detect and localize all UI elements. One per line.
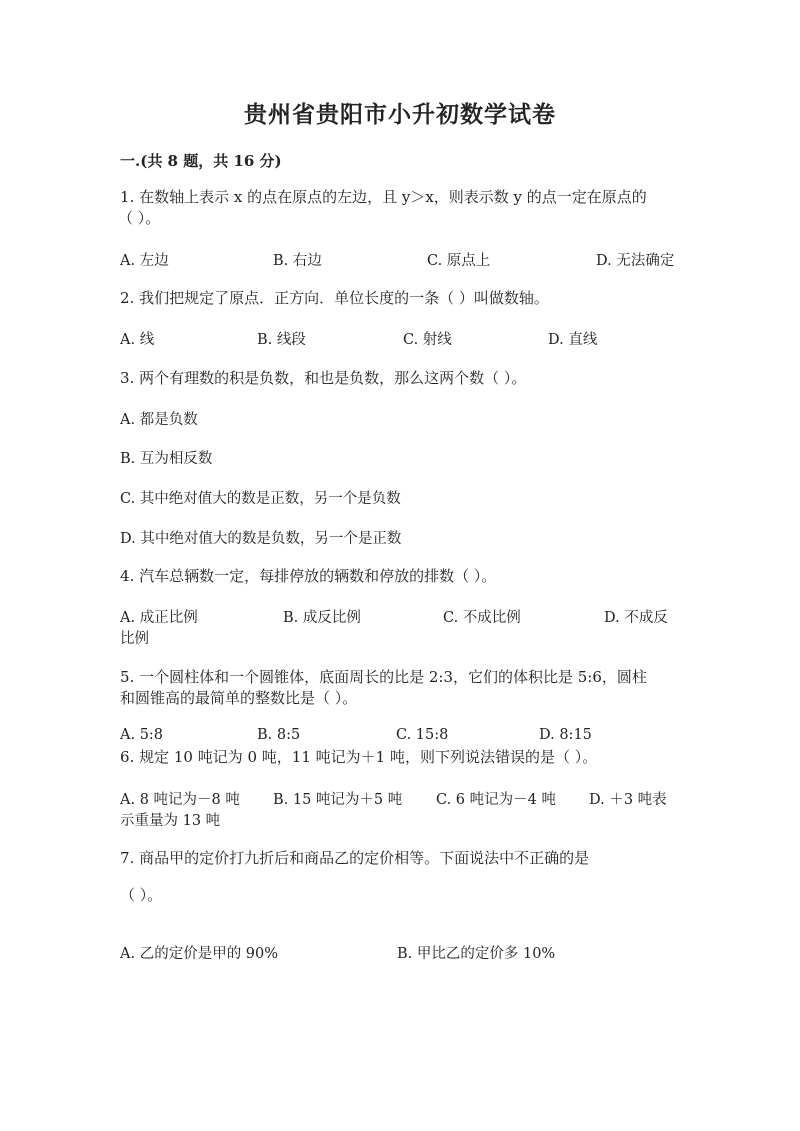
question-4-option-d: D. 不成反 xyxy=(604,610,668,626)
question-3-line-1: 3. 两个有理数的积是负数，和也是负数，那么这两个数（ ）。 xyxy=(120,369,527,387)
question-4-option-b: B. 成反比例 xyxy=(283,610,361,626)
question-1-option-d: D. 无法确定 xyxy=(596,253,675,269)
question-2-option-a: A. 线 xyxy=(120,332,155,348)
question-4-option-c: C. 不成比例 xyxy=(443,610,521,626)
question-5-option-d: D. 8:15 xyxy=(539,727,592,743)
question-6-option-a: A. 8 吨记为－8 吨 xyxy=(120,792,240,808)
question-6-option-d-wrap: 示重量为 13 吨 xyxy=(120,813,221,829)
question-7-option-b: B. 甲比乙的定价多 10% xyxy=(397,946,556,962)
question-3-option-b: B. 互为相反数 xyxy=(120,451,213,467)
question-7-line-1: 7. 商品甲的定价打九折后和商品乙的定价相等。下面说法中不正确的是 xyxy=(120,849,590,867)
question-6-option-d: D. ＋3 吨表 xyxy=(589,792,667,808)
question-2-line-1: 2. 我们把规定了原点．正方向．单位长度的一条（ ）叫做数轴。 xyxy=(120,289,549,307)
question-2-option-b: B. 线段 xyxy=(257,332,306,348)
question-5-line-2: 和圆锥高的最简单的整数比是（ ）。 xyxy=(120,689,358,707)
question-1-option-a: A. 左边 xyxy=(120,253,169,269)
question-1-line-2: （ ）。 xyxy=(118,209,161,227)
question-4-line-1: 4. 汽车总辆数一定，每排停放的辆数和停放的排数（ ）。 xyxy=(120,567,497,585)
question-3-option-c: C. 其中绝对值大的数是正数，另一个是负数 xyxy=(120,491,401,507)
question-2-option-c: C. 射线 xyxy=(403,332,452,348)
question-5-option-c: C. 15:8 xyxy=(396,727,449,743)
question-1-option-c: C. 原点上 xyxy=(427,253,491,269)
question-5-option-b: B. 8:5 xyxy=(257,727,301,743)
question-5-line-1: 5. 一个圆柱体和一个圆锥体，底面周长的比是 2:3，它们的体积比是 5:6，圆柱 xyxy=(120,668,647,686)
question-6-option-b: B. 15 吨记为＋5 吨 xyxy=(273,792,403,808)
question-4-option-d-wrap: 比例 xyxy=(120,631,149,647)
section-heading: 一.(共 8 题，共 16 分) xyxy=(120,152,282,170)
question-6-line-1: 6. 规定 10 吨记为 0 吨，11 吨记为＋1 吨，则下列说法错误的是（ ）。 xyxy=(120,748,598,766)
question-2-option-d: D. 直线 xyxy=(548,332,598,348)
question-6-option-c: C. 6 吨记为－4 吨 xyxy=(436,792,556,808)
question-1-option-b: B. 右边 xyxy=(273,253,322,269)
question-1-line-1: 1. 在数轴上表示 x 的点在原点的左边，且 y＞x，则表示数 y 的点一定在原点的 xyxy=(120,188,647,206)
question-4-option-a: A. 成正比例 xyxy=(120,610,198,626)
question-7-option-a: A. 乙的定价是甲的 90% xyxy=(120,946,279,962)
question-7-line-2: （ ）。 xyxy=(120,886,163,904)
question-5-option-a: A. 5:8 xyxy=(120,727,164,743)
page-title: 贵州省贵阳市小升初数学试卷 xyxy=(244,101,556,128)
question-3-option-d: D. 其中绝对值大的数是负数，另一个是正数 xyxy=(120,531,402,547)
question-3-option-a: A. 都是负数 xyxy=(120,412,198,428)
